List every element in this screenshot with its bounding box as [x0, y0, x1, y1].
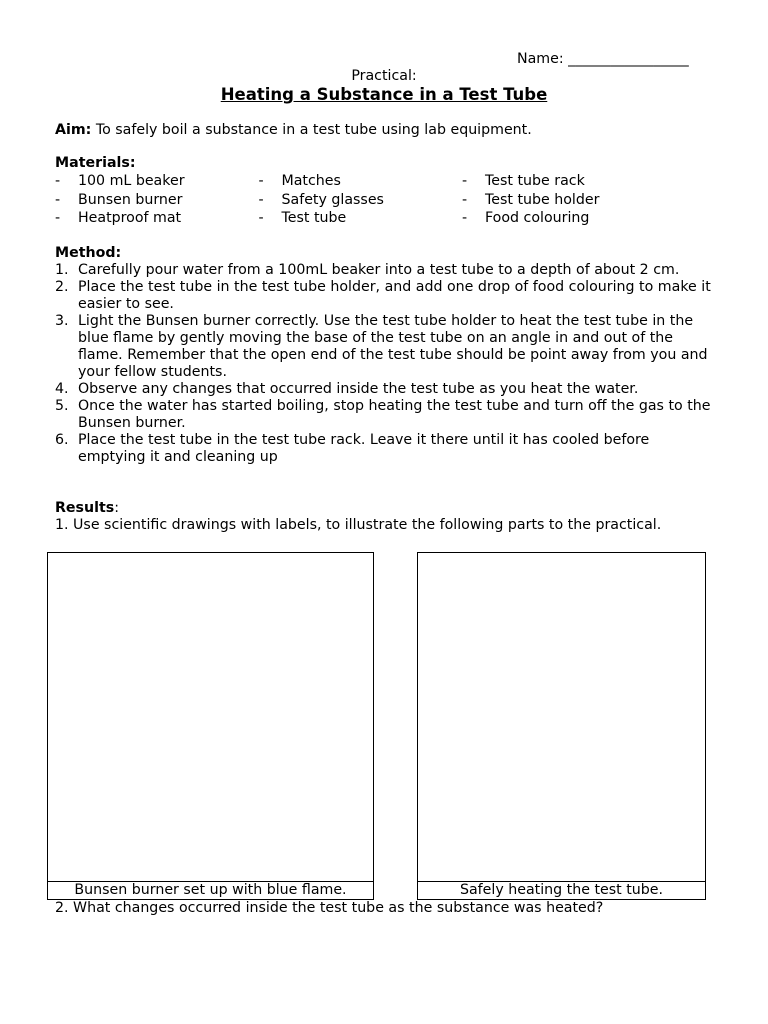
method-steps	[55, 262, 715, 466]
step-number: 3.	[55, 313, 69, 329]
step-number: 2.	[55, 279, 69, 295]
step-number: 4.	[55, 381, 69, 397]
material-item: Safety glasses	[281, 191, 384, 208]
drawing-caption-heating-test-tube: Safely heating the test tube.	[417, 881, 706, 900]
material-item: Matches	[281, 173, 341, 189]
step-text: Carefully pour water from a 100mL beaker into a test tube to a depth of about 2 cm.	[78, 262, 680, 278]
bullet-dash: -	[258, 173, 264, 189]
bullet-dash: -	[258, 210, 264, 226]
materials-row	[55, 173, 735, 192]
step-text: Place the test tube in the test tube holder, and add one drop of food colouring to make it easier to see.	[78, 279, 711, 312]
method-step	[55, 313, 715, 381]
step-number: 1.	[55, 262, 69, 278]
step-text: Light the Bunsen burner correctly. Use the test tube holder to heat the test tube in the blue flame by gently moving the base of the test tube on an angle in and out of the flame. Remember that the open end of the test tube should be point away from you and your fellow students.	[78, 313, 708, 380]
materials-heading: Materials:	[55, 155, 136, 171]
step-text: Once the water has started boiling, stop heating the test tube and turn off the gas to the Bunsen burner.	[78, 398, 711, 431]
bullet-dash: -	[55, 191, 61, 208]
practical-label: Practical:	[351, 68, 417, 84]
method-step	[55, 262, 715, 279]
drawing-caption-bunsen-burner: Bunsen burner set up with blue flame.	[47, 881, 374, 900]
aim-label: Aim:	[55, 122, 92, 138]
drawing-box-heating-test-tube[interactable]	[417, 552, 706, 882]
materials-list	[55, 173, 735, 229]
step-text: Observe any changes that occurred inside the test tube as you heat the water.	[78, 381, 639, 397]
aim-section	[55, 122, 532, 139]
results-heading: Results	[55, 500, 115, 516]
page-title: Heating a Substance in a Test Tube	[220, 85, 548, 104]
bullet-dash: -	[258, 191, 264, 208]
step-text: Place the test tube in the test tube rack. Leave it there until it has cooled before emptying it and cleaning up	[78, 432, 650, 465]
materials-row	[55, 210, 735, 229]
step-number: 6.	[55, 432, 69, 448]
bullet-dash: -	[55, 210, 61, 226]
drawing-box-bunsen-burner[interactable]	[47, 552, 374, 882]
step-number: 5.	[55, 398, 69, 414]
results-heading-line	[55, 500, 119, 517]
results-colon: :	[114, 500, 119, 516]
bullet-dash: -	[462, 173, 468, 189]
aim-text: To safely boil a substance in a test tube using lab equipment.	[91, 122, 532, 138]
method-step	[55, 398, 715, 432]
material-item: Bunsen burner	[78, 191, 183, 208]
bullet-dash: -	[462, 210, 468, 226]
material-item: Test tube holder	[485, 191, 600, 208]
method-step	[55, 279, 715, 313]
question-1: 1. Use scientific drawings with labels, to illustrate the following parts to the practical.	[55, 517, 662, 533]
bullet-dash: -	[55, 173, 61, 189]
material-item: Heatproof mat	[78, 210, 182, 226]
material-item: Test tube rack	[485, 173, 585, 189]
name-field-label: Name: _________________	[517, 51, 689, 67]
question-2: 2. What changes occurred inside the test tube as the substance was heated?	[55, 900, 604, 916]
materials-row	[55, 192, 735, 211]
bullet-dash: -	[462, 191, 468, 208]
material-item: Test tube	[281, 210, 347, 226]
method-step	[55, 432, 715, 466]
method-step	[55, 381, 715, 398]
method-heading: Method:	[55, 245, 122, 261]
material-item: 100 mL beaker	[78, 173, 185, 189]
material-item: Food colouring	[485, 210, 590, 226]
